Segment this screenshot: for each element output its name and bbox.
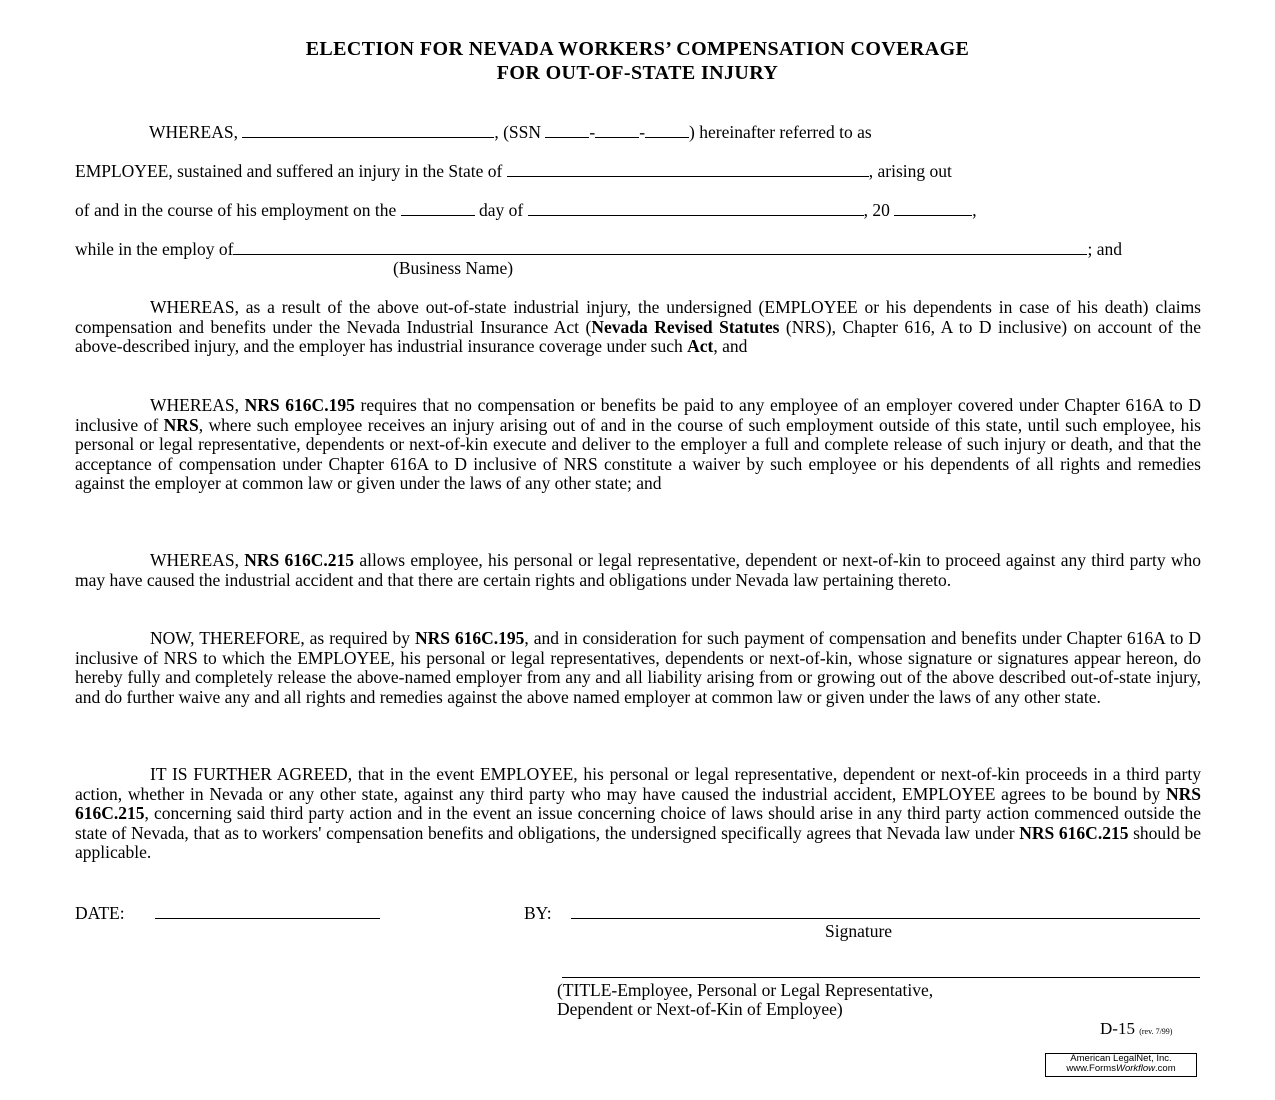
title-caption-1: (TITLE-Employee, Personal or Legal Representative,: [557, 980, 934, 1000]
business-name-caption: (Business Name): [393, 258, 514, 278]
date-field[interactable]: [155, 918, 380, 919]
signature-field[interactable]: [571, 918, 1200, 919]
injury-year-field[interactable]: [894, 200, 972, 216]
form-title-line-1: ELECTION FOR NEVADA WORKERS’ COMPENSATION COVERAGE: [305, 38, 970, 60]
publisher-site: www.FormsWorkflow.com: [1066, 1063, 1176, 1074]
injury-day-field[interactable]: [401, 200, 475, 216]
ssn-part-2-field[interactable]: [595, 122, 639, 138]
ssn-part-3-field[interactable]: [645, 122, 689, 138]
paragraph-2: WHEREAS, NRS 616C.195 requires that no compensation or benefits be paid to any employee of an employer covered under Chapter 616A to D inclusive of NRS, where such employee receives an injury arising out of and in the course of such employment outside of this state, until such employee, his personal or legal representative, dependents or next-of-kin execute and deliver to the employer a full and complete release of such injury or death, and that the acceptance of compensation under Chapter 616A to D inclusive of NRS constitute a waiver by such employee or his dependents of all rights and remedies against the employer at common law or given under the laws of any other state; and: [75, 395, 1201, 493]
employer-line: [75, 239, 1122, 260]
injury-state-line: [75, 161, 952, 182]
arising-out-text: , arising out: [868, 161, 952, 181]
business-name-field[interactable]: [233, 239, 1087, 255]
ssn-dash-2: -: [639, 122, 646, 142]
injury-state-field[interactable]: [507, 161, 869, 177]
year-prefix-text: , 20: [863, 200, 890, 220]
employee-injury-text: EMPLOYEE, sustained and suffered an injury in the State of: [75, 161, 503, 181]
form-title-line-2: FOR OUT-OF-STATE INJURY: [496, 62, 779, 84]
signature-caption: Signature: [825, 921, 893, 941]
and-end-text: ; and: [1087, 239, 1122, 259]
publisher-name: American LegalNet, Inc.: [1070, 1053, 1172, 1064]
ssn-part-1-field[interactable]: [545, 122, 589, 138]
paragraph-5: IT IS FURTHER AGREED, that in the event EMPLOYEE, his personal or legal representative, dependent or next-of-kin proceeds in a third party action, whether in Nevada or any other state, against any third party who may have caused the industrial accident, EMPLOYEE agrees to be bound by NRS 616C.215, concerning said third party action and in the event an issue concerning choice of laws should arise in any third party action commenced outside the state of Nevada, that as to workers' compensation benefits and obligations, the undersigned specifically agrees that Nevada law under NRS 616C.215 should be applicable.: [75, 764, 1201, 862]
injury-month-field[interactable]: [528, 200, 864, 216]
whereas-label: WHEREAS,: [149, 122, 238, 142]
form-number-text: D-15: [1100, 1019, 1135, 1038]
publisher-stamp: [1045, 1053, 1197, 1077]
referred-text: ) hereinafter referred to as: [689, 122, 872, 142]
ssn-label: , (SSN: [494, 122, 542, 142]
paragraph-4: NOW, THEREFORE, as required by NRS 616C.195, and in consideration for such payment of compensation and benefits under Chapter 616A to D inclusive of NRS to which the EMPLOYEE, his personal or legal representatives, dependents or next-of-kin, whose signature or signatures appear hereon, do hereby fully and completely release the above-named employer from any and all liability arising from or growing out of the above described out-of-state injury, and do further waive any and all rights and remedies against the above named employer at common law or given under the laws of any other state.: [75, 628, 1201, 707]
employee-name-field[interactable]: [242, 122, 494, 138]
employee-name-line: [149, 122, 872, 143]
day-of-text: day of: [479, 200, 524, 220]
title-field[interactable]: [562, 977, 1200, 978]
by-label: BY:: [524, 903, 552, 923]
revision-text: (rev. 7/99): [1139, 1027, 1173, 1036]
title-caption-2: Dependent or Next-of-Kin of Employee): [557, 999, 843, 1019]
ssn-dash-1: -: [589, 122, 596, 142]
form-number: [1100, 1019, 1172, 1039]
year-comma: ,: [972, 200, 977, 220]
while-employ-text: while in the employ of: [75, 239, 234, 259]
date-label: DATE:: [75, 903, 125, 923]
paragraph-1: WHEREAS, as a result of the above out-of-state industrial injury, the undersigned (EMPLOYEE or his dependents in case of his death) claims compensation and benefits under the Nevada Industrial Insurance Act (Nevada Revised Statutes (NRS), Chapter 616, A to D inclusive) on account of the above-described injury, and the employer has industrial insurance coverage under such Act, and: [75, 297, 1201, 356]
paragraph-3: WHEREAS, NRS 616C.215 allows employee, his personal or legal representative, dependent or next-of-kin to proceed against any third party who may have caused the industrial accident and that there are certain rights and obligations under Nevada law pertaining thereto.: [75, 550, 1202, 590]
course-of-text: of and in the course of his employment on the: [75, 200, 397, 220]
injury-date-line: [75, 200, 977, 221]
